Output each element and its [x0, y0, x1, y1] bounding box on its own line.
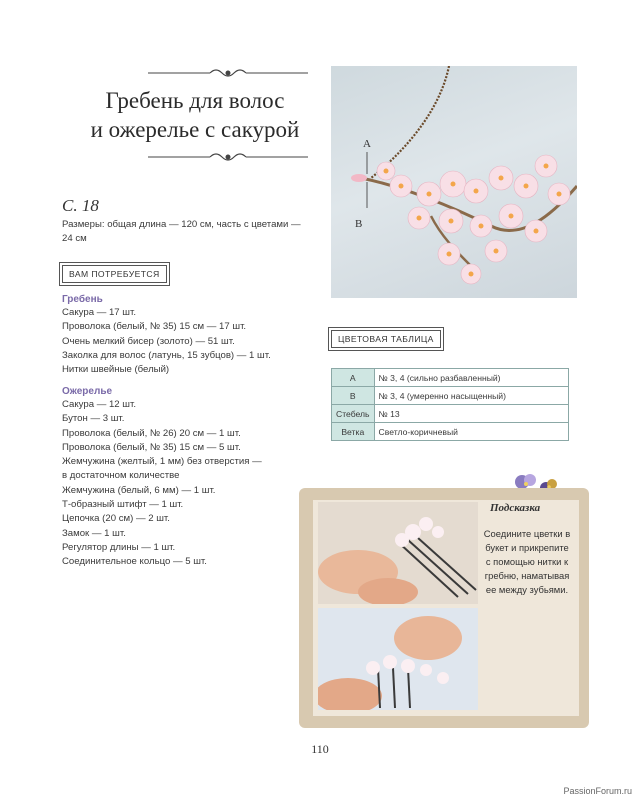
tip-title: Подсказка: [490, 502, 541, 514]
list-item: Регулятор длины — 1 шт.: [62, 541, 176, 553]
title-line-2: и ожерелье с сакурой: [90, 117, 300, 142]
list-item: Цепочка (20 см) — 2 шт.: [62, 513, 170, 525]
table-row: [332, 405, 569, 423]
necklace-heading: Ожерелье: [62, 386, 113, 397]
tip-photo-bottom: [318, 608, 478, 710]
list-item: Очень мелкий бисер (золото) — 51 шт.: [62, 335, 235, 347]
page-title: [60, 86, 330, 144]
comb-heading: Гребень: [62, 294, 103, 305]
list-item: Проволока (белый, № 35) 15 см — 5 шт.: [62, 441, 241, 453]
tip-text: Соедините цветки в букет и прикрепите с помощью нитки к гребню, наматывая ее между зубьями.: [483, 528, 571, 595]
list-item: Проволока (белый, № 26) 20 см — 1 шт.: [62, 427, 241, 439]
title-line-1: Гребень для волос: [105, 88, 285, 113]
list-item: Сакура — 12 шт.: [62, 399, 136, 410]
color-table-tag: ЦВЕТОВАЯ ТАБЛИЦА: [331, 330, 441, 348]
table-value: Светло-коричневый: [374, 423, 568, 441]
list-item: в достаточном количестве: [62, 470, 180, 482]
sizes-text: Размеры: общая длина — 120 см, часть с цветами — 24 см: [62, 219, 301, 244]
list-item: Т-образный штифт — 1 шт.: [62, 499, 184, 511]
list-item: Сакура — 17 шт.: [62, 307, 136, 318]
list-item: Жемчужина (белый, 6 мм) — 1 шт.: [62, 484, 216, 496]
label-a: A: [363, 138, 371, 150]
table-value: № 3, 4 (умеренно насыщенный): [374, 387, 568, 405]
list-item: Нитки швейные (белый): [62, 364, 170, 376]
table-row: [332, 387, 569, 405]
comb-list: [62, 306, 302, 377]
table-key: Ветка: [332, 423, 375, 441]
table-key: A: [332, 369, 375, 387]
table-row: [332, 423, 569, 441]
color-table: [331, 368, 569, 441]
ornament-divider-bottom: [148, 150, 308, 164]
table-key: Стебель: [332, 405, 375, 423]
tip-photo-top: [318, 502, 478, 604]
list-item: Жемчужина (желтый, 1 мм) без отверстия —: [62, 456, 262, 468]
card-number: С. 18: [62, 196, 99, 215]
list-item: Заколка для волос (латунь, 15 зубцов) — 1 шт.: [62, 349, 271, 361]
necklace-list: [62, 398, 302, 570]
sakura-necklace-illustration: [331, 66, 577, 298]
table-key: B: [332, 387, 375, 405]
page-number: 110: [311, 742, 329, 756]
list-item: Проволока (белый, № 35) 15 см — 17 шт.: [62, 321, 247, 333]
list-item: Бутон — 3 шт.: [62, 413, 125, 425]
table-value: № 13: [374, 405, 568, 423]
watermark: PassionForum.ru: [563, 786, 632, 796]
label-b: B: [355, 218, 363, 230]
list-item: Соединительное кольцо — 5 шт.: [62, 556, 207, 568]
needs-tag: ВАМ ПОТРЕБУЕТСЯ: [62, 265, 167, 283]
list-item: Замок — 1 шт.: [62, 527, 126, 539]
table-row: [332, 369, 569, 387]
ornament-divider-top: [148, 66, 308, 80]
table-value: № 3, 4 (сильно разбавленный): [374, 369, 568, 387]
necklace-photo: [331, 66, 577, 298]
